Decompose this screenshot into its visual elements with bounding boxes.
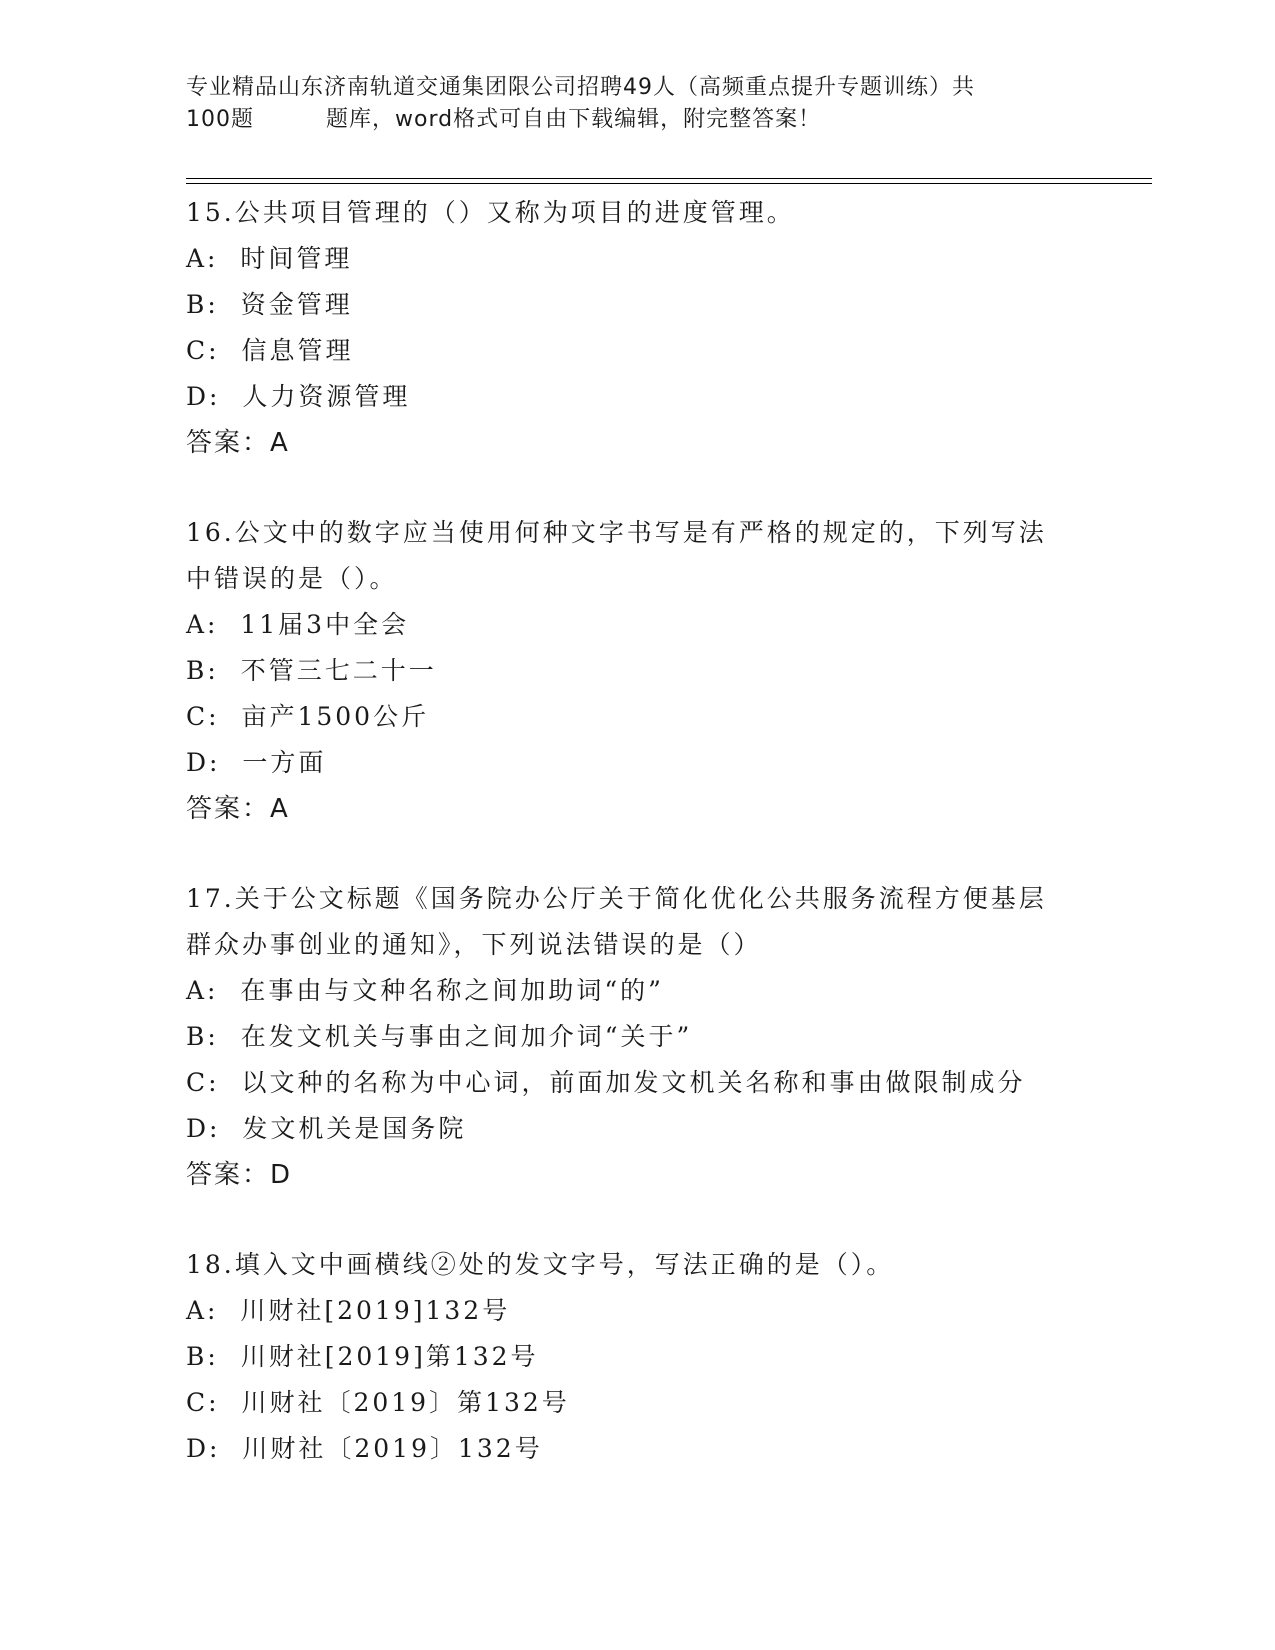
header-divider-bottom [186,183,1152,184]
option-a: A: 川财社[2019]132号 [186,1296,511,1325]
option-a: A: 时间管理 [186,244,353,273]
option-b: B: 不管三七二十一 [186,656,437,685]
answer-line: 答案：D [186,1160,293,1190]
header-description: 题库，word格式可自由下载编辑，附完整答案！ [326,107,822,132]
question-stem-continued: 群众办事创业的通知》，下列说法错误的是（） [186,930,762,959]
answer-line: 答案：A [186,794,290,824]
question-stem: 17.关于公文标题《国务院办公厅关于简化优化公共服务流程方便基层 [186,884,1047,913]
question-list [186,190,1086,1516]
option-c: C: 亩产1500公斤 [186,702,430,731]
question-15 [186,190,1086,466]
question-stem: 18.填入文中画横线②处的发文字号，写法正确的是（）。 [186,1250,895,1279]
question-stem: 15.公共项目管理的（）又称为项目的进度管理。 [186,198,795,227]
option-b: B: 在发文机关与事由之间加介词“关于” [186,1022,693,1051]
question-18 [186,1242,1086,1472]
option-d: D: 人力资源管理 [186,382,411,411]
header-divider-top [186,178,1152,179]
option-d: D: 川财社〔2019〕132号 [186,1434,543,1463]
option-d: D: 发文机关是国务院 [186,1114,467,1143]
document-header [186,72,1086,136]
option-c: C: 川财社〔2019〕第132号 [186,1388,570,1417]
header-title-line-1: 专业精品山东济南轨道交通集团限公司招聘49人（高频重点提升专题训练）共 [186,75,975,100]
header-question-count: 100题 [186,107,254,132]
option-c: C: 以文种的名称为中心词，前面加发文机关名称和事由做限制成分 [186,1068,1026,1097]
option-b: B: 资金管理 [186,290,353,319]
question-stem-continued: 中错误的是（）。 [186,564,398,593]
option-b: B: 川财社[2019]第132号 [186,1342,539,1371]
answer-line: 答案：A [186,428,290,458]
header-title-line-2 [186,104,1086,136]
question-16 [186,510,1086,832]
option-a: A: 在事由与文种名称之间加助词“的” [186,976,664,1005]
question-17 [186,876,1086,1198]
option-a: A: 11届3中全会 [186,610,410,639]
option-d: D: 一方面 [186,748,327,777]
option-c: C: 信息管理 [186,336,354,365]
question-stem: 16.公文中的数字应当使用何种文字书写是有严格的规定的，下列写法 [186,518,1047,547]
